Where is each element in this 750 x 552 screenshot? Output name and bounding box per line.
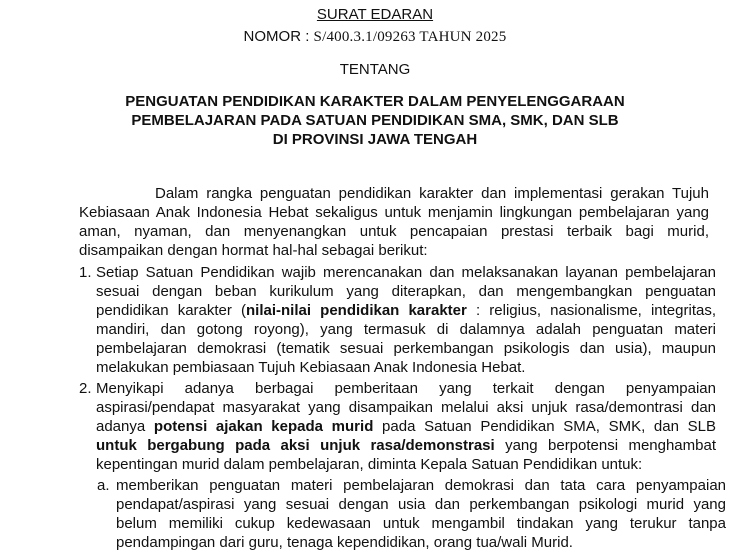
item-line: sesuai dengan beban kurikulum yang diterapkan, dan mengembangkan penguatan <box>96 283 716 300</box>
intro-line: aman, nyaman, dan menyenangkan untuk pencapaian prestasi terbaik bagi murid, <box>79 223 709 240</box>
item-line: aspirasi/pendapat masyarakat yang disampaikan melalui aksi unjuk rasa/demontrasi dan <box>96 399 716 416</box>
item-bold-text: untuk bergabung pada aksi unjuk rasa/demonstrasi <box>96 437 495 454</box>
document-number-prefix: NOMOR : <box>243 28 314 45</box>
list-item-content <box>96 263 716 377</box>
intro-line: Dalam rangka penguatan pendidikan karakter dan implementasi gerakan Tujuh <box>155 185 709 202</box>
intro-line: disampaikan dengan hormat hal-hal sebagai berikut: <box>79 242 428 259</box>
item-line <box>96 436 716 455</box>
item-line: kepentingan murid dalam pembelajaran, diminta Kepala Satuan Pendidikan untuk: <box>96 456 643 473</box>
intro-line: Kebiasaan Anak Indonesia Hebat sekaligus untuk menjamin lingkungan pembelajaran yang <box>79 204 709 221</box>
item-bold-text: potensi ajakan kepada murid <box>153 418 374 435</box>
sub-item-line: belum memiliki cukup kedewasaan untuk mengambil tindakan yang terukur tanpa <box>116 515 726 532</box>
item-text: : religius, nasionalisme, integritas, <box>466 302 716 319</box>
intro-paragraph <box>79 184 709 260</box>
subject-line: PEMBELAJARAN PADA SATUAN PENDIDIKAN SMA, SMK, DAN SLB <box>131 112 619 129</box>
item-text: yang berpotensi menghambat <box>494 437 716 454</box>
sub-item-line: pendapat/aspirasi yang sesuai dengan usia dan perkembangan psikologi murid yang <box>116 496 726 513</box>
item-line <box>96 417 716 436</box>
item-text: adanya <box>96 418 154 435</box>
item-line <box>96 301 716 320</box>
sub-list-marker: a. <box>97 477 110 494</box>
sub-item-line: pendampingan dari guru, tenaga kependidikan, orang tua/wali Murid. <box>116 534 573 551</box>
list-marker: 2. <box>79 380 92 397</box>
document-number-value: S/400.3.1/09263 TAHUN 2025 <box>313 29 507 45</box>
item-line: pembelajaran demokrasi (tematik sesuai perkembangan psikologis dan usia), maupun <box>96 340 716 357</box>
list-marker: 1. <box>79 264 92 281</box>
document-title: SURAT EDARAN <box>316 6 434 23</box>
sub-item-line: memberikan penguatan materi pembelajaran demokrasi dan tata cara penyampaian <box>116 477 726 494</box>
list-item-content <box>96 379 716 474</box>
document-number <box>0 28 750 46</box>
subject-line: PENGUATAN PENDIDIKAN KARAKTER DALAM PENYELENGGARAAN <box>125 93 625 110</box>
item-text: pada Satuan Pendidikan SMA, SMK, dan SLB <box>373 418 716 435</box>
item-line: Setiap Satuan Pendidikan wajib merencanakan dan melaksanakan layanan pembelajaran <box>96 264 716 281</box>
subject-line: DI PROVINSI JAWA TENGAH <box>272 131 478 148</box>
document-about-label: TENTANG <box>339 61 411 78</box>
item-text: pendidikan karakter ( <box>96 302 247 319</box>
item-line: mandiri, dan gotong royong), yang termasuk di dalamnya adalah penguatan materi <box>96 321 716 338</box>
item-line: melakukan pembiasaan Tujuh Kebiasaan Anak Indonesia Hebat. <box>96 359 526 376</box>
item-bold-text: nilai-nilai pendidikan karakter <box>246 302 467 319</box>
sub-item-content <box>116 476 726 552</box>
document-subject <box>0 92 750 149</box>
item-line: Menyikapi adanya berbagai pemberitaan yang terkait dengan penyampaian <box>96 380 716 397</box>
